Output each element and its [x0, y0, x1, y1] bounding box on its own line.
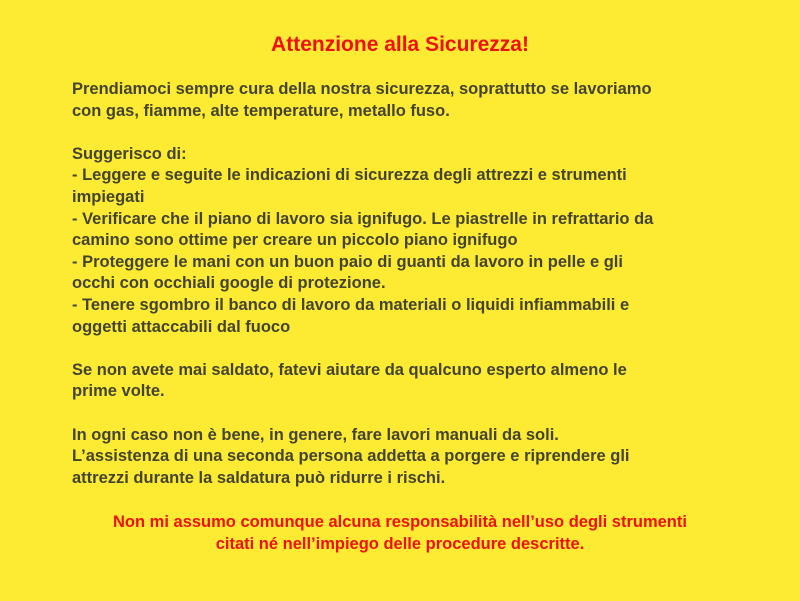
assistance-line: L’assistenza di una seconda persona addetta a porgere e riprendere gli [72, 447, 630, 466]
intro-line: Prendiamoci sempre cura della nostra sicurezza, soprattutto se lavoriamo [72, 80, 652, 98]
suggestion-line: oggetti attaccabili dal fuoco [72, 317, 291, 336]
suggestion-line: - Tenere sgombro il banco di lavoro da materiali o liquidi infiammabili e [72, 295, 630, 314]
safety-body [72, 79, 732, 489]
paragraph-gap [72, 338, 732, 360]
first-time-line: Se non avete mai saldato, fatevi aiutare da qualcuno esperto almeno le [72, 360, 627, 379]
suggestion-line: - Verificare che il piano di lavoro sia ignifugo. Le piastrelle in refrattario da [72, 209, 654, 228]
suggestion-line: impiegati [72, 187, 145, 206]
disclaimer-line: Non mi assumo comunque alcuna responsabilità nell’uso degli strumenti [113, 513, 687, 531]
disclaimer-line: citati né nell’impiego delle procedure descritte. [215, 534, 585, 553]
paragraph-gap [72, 403, 732, 425]
page-title: Attenzione alla Sicurezza! [271, 33, 529, 56]
assistance-line: In ogni caso non è bene, in genere, fare lavori manuali da soli. [72, 425, 559, 444]
paragraph-gap [72, 122, 732, 144]
suggestion-line: camino sono ottime per creare un piccolo piano ignifugo [72, 231, 518, 250]
assistance-line: attrezzi durante la saldatura può ridurre i rischi. [72, 468, 446, 487]
first-time-line: prime volte. [72, 382, 165, 401]
disclaimer [0, 512, 800, 555]
intro-line: con gas, fiamme, alte temperature, metallo fuso. [72, 101, 450, 120]
suggestion-line: - Proteggere le mani con un buon paio di guanti da lavoro in pelle e gli [72, 252, 623, 271]
suggestion-line: occhi con occhiali google di protezione. [72, 274, 386, 293]
suggestion-line: - Leggere e seguite le indicazioni di sicurezza degli attrezzi e strumenti [72, 166, 627, 185]
suggestions-heading: Suggerisco di: [72, 144, 187, 163]
